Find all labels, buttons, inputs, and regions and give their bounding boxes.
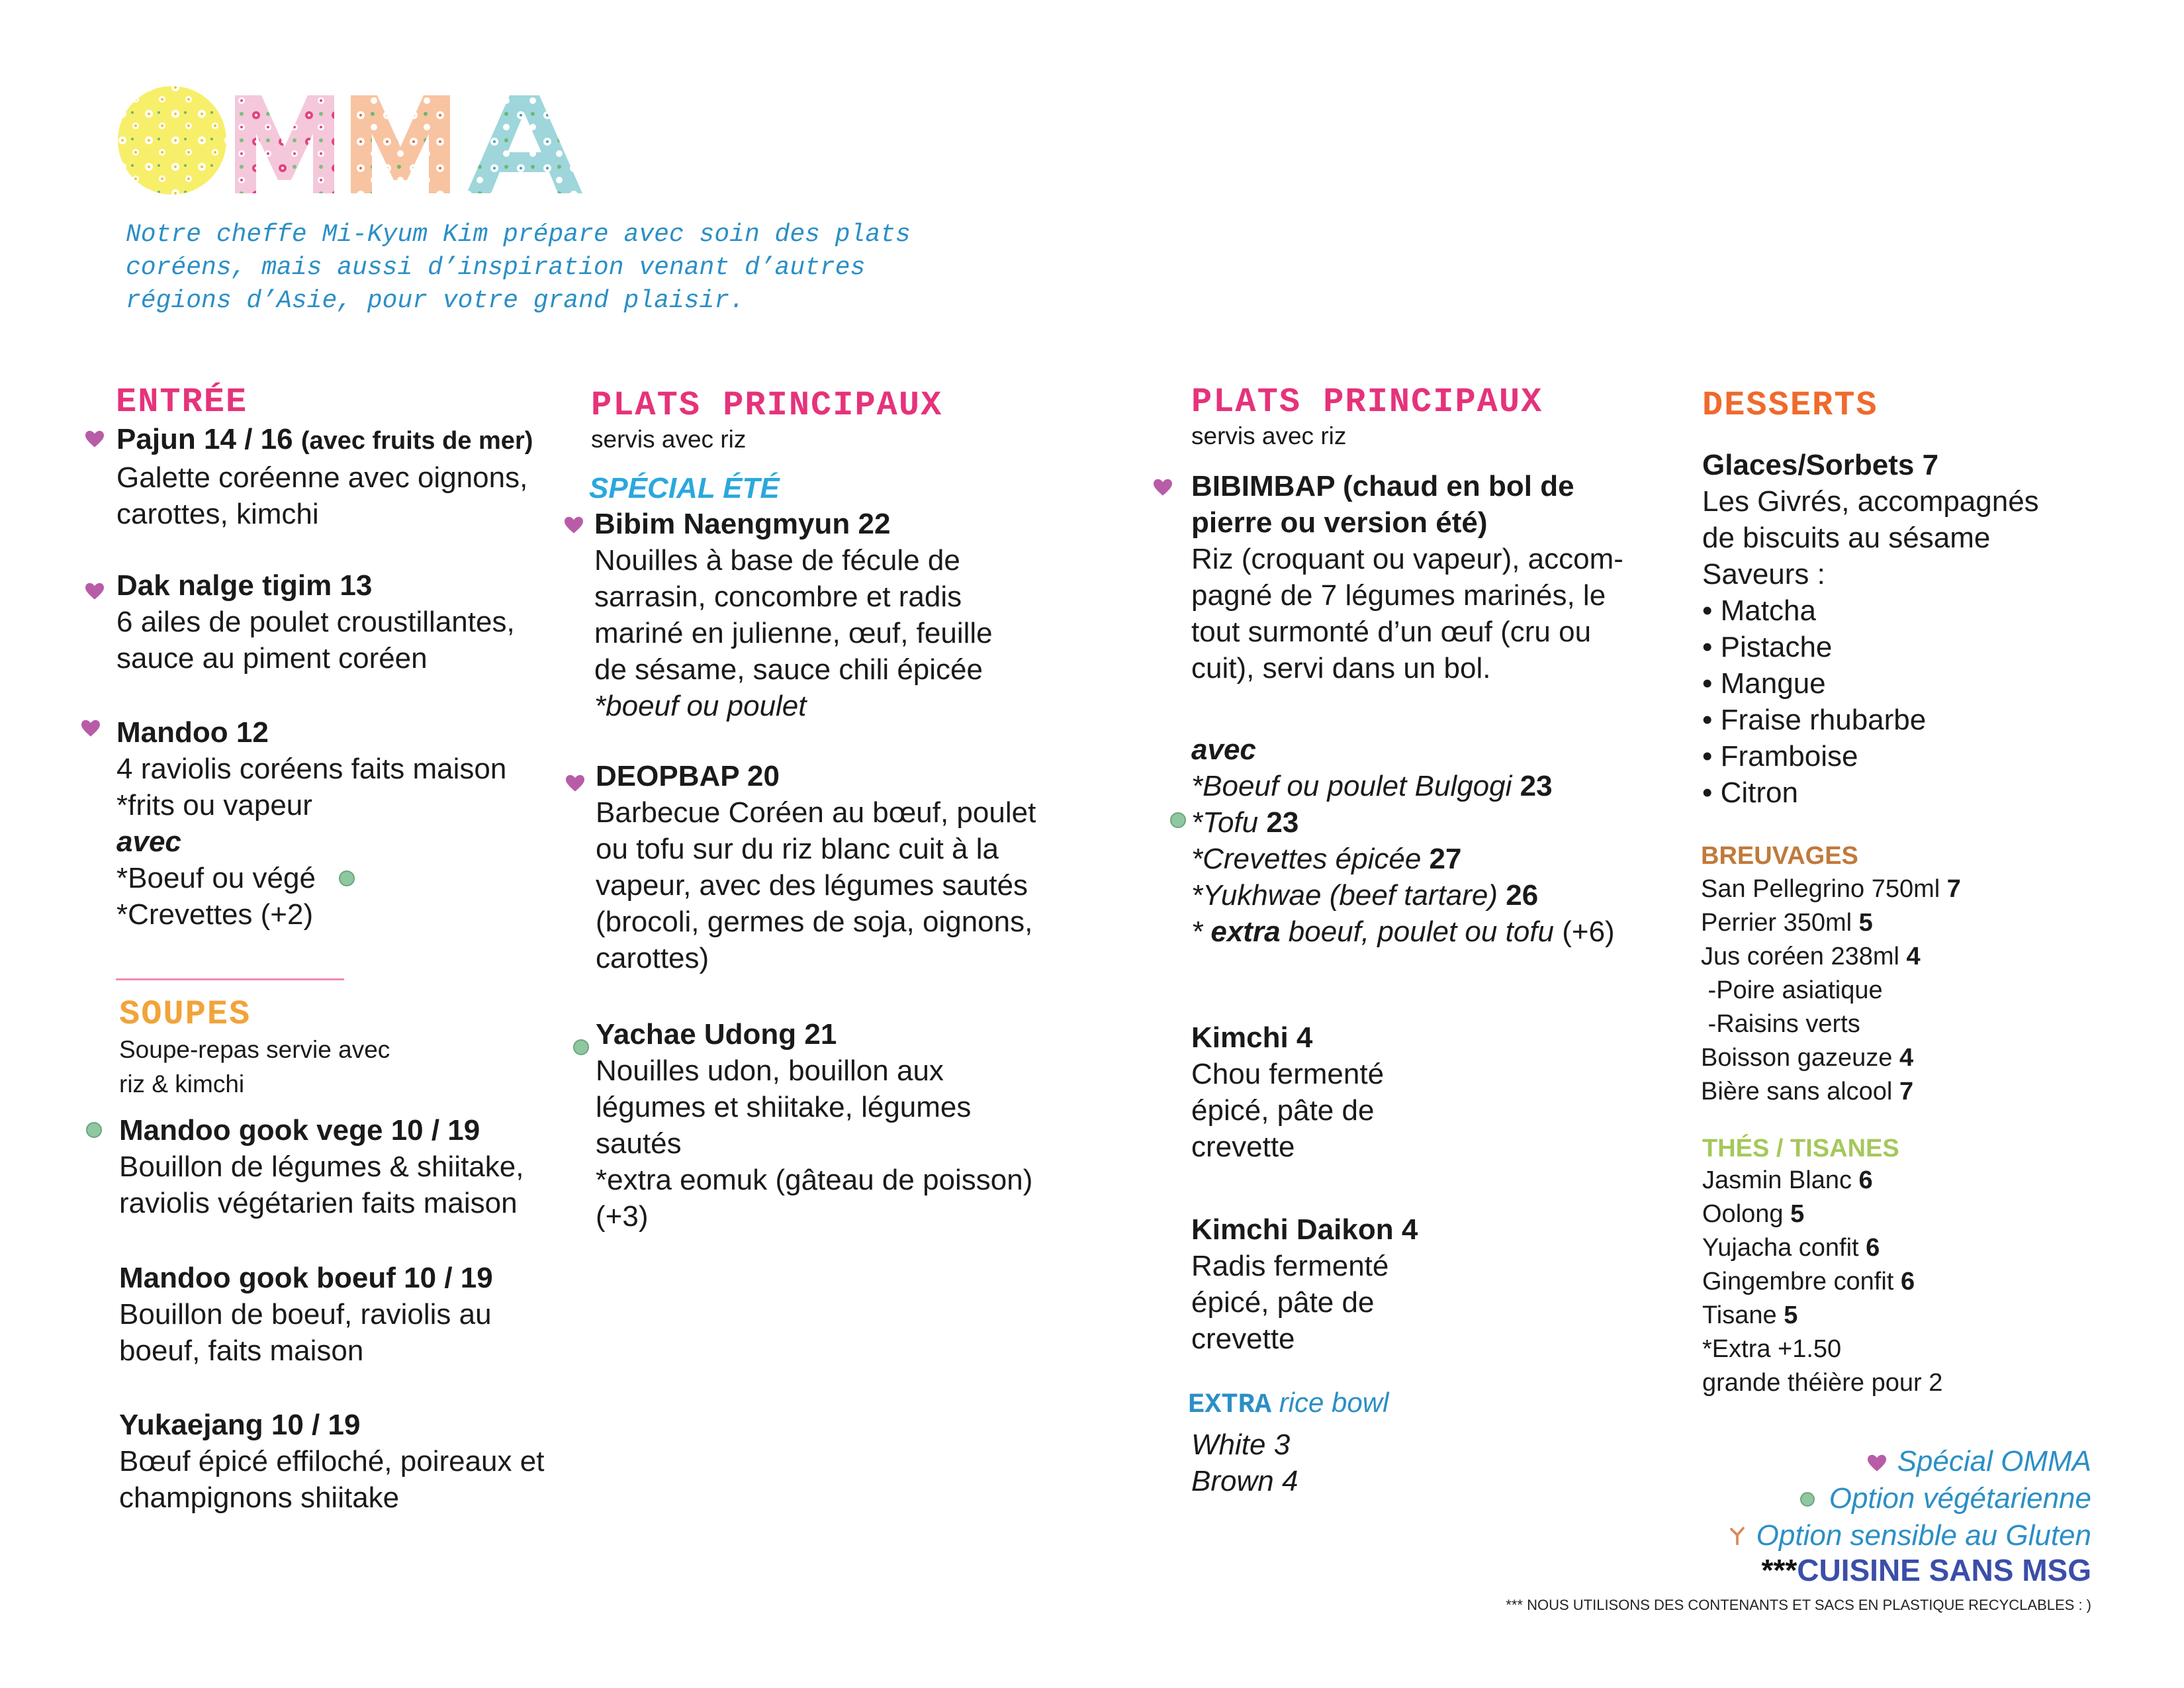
- item-name: Pajun 14 / 16: [116, 423, 293, 455]
- item-name: Yukaejang 10 / 19: [119, 1409, 361, 1441]
- item-name: BIBIMBAP (chaud en bol de: [1191, 470, 1574, 502]
- soupes-title: SOUPES: [119, 995, 251, 1034]
- tea-extra: grande théière pour 2: [1702, 1369, 1943, 1397]
- item-desc: Bouillon de boeuf, raviolis au: [119, 1298, 492, 1331]
- option-label: *: [1191, 915, 1211, 948]
- extra-rice-heading: [1188, 1387, 1388, 1421]
- msg-stars: ***: [1761, 1553, 1797, 1587]
- intro-text: [126, 218, 1052, 318]
- tea-price: 6: [1900, 1268, 1915, 1295]
- item-name: Kimchi 4: [1191, 1021, 1313, 1054]
- item-desc: crevette: [1191, 1323, 1295, 1355]
- tea-price: 5: [1790, 1200, 1805, 1228]
- item-desc: Bouillon de légumes & shiitake,: [119, 1150, 524, 1183]
- heart-icon: [83, 579, 106, 602]
- item-kimchi: [1191, 1019, 1588, 1165]
- heart-icon: [83, 427, 106, 449]
- extra-sub: rice bowl: [1271, 1387, 1389, 1418]
- option-price: 27: [1429, 843, 1462, 875]
- item-bibimbap: [1191, 468, 1655, 686]
- item-desc: épicé, pâte de: [1191, 1094, 1375, 1127]
- item-mandoo-gook-vege: [119, 1112, 596, 1221]
- thes-list: [1702, 1164, 2152, 1400]
- tea-name: Yujacha confit: [1702, 1234, 1859, 1262]
- legend-gluten: [1496, 1517, 2091, 1554]
- item-desc: Saveurs :: [1702, 558, 1825, 590]
- item-desc: (brocoli, germes de soja, oignons,: [596, 906, 1033, 938]
- legend-vege: [1496, 1480, 2091, 1517]
- drink-name: Boisson gazeuze: [1701, 1044, 1893, 1072]
- flavor-item: • Mangue: [1702, 667, 1826, 700]
- item-desc: Chou fermenté: [1191, 1058, 1385, 1090]
- item-name: Dak nalge tigim 13: [116, 569, 373, 602]
- tea-price: 6: [1866, 1234, 1880, 1262]
- heart-icon: [1866, 1451, 1888, 1474]
- logo-letter-a: [467, 95, 582, 193]
- drink-variant: -Poire asiatique: [1701, 976, 1883, 1004]
- item-desc: Bœuf épicé effiloché, poireaux et: [119, 1445, 545, 1477]
- item-bibim-naengmyun: [594, 506, 1124, 724]
- tea-name: Gingembre confit: [1702, 1268, 1894, 1295]
- vegetarian-dot-icon: [1800, 1492, 1815, 1507]
- item-desc: champignons shiitake: [119, 1481, 400, 1514]
- option-label: *Tofu: [1191, 806, 1259, 839]
- rice-white: White 3: [1191, 1429, 1291, 1461]
- logo-letter-m2: [351, 95, 450, 193]
- intro-line: coréens, mais aussi d’inspiration venant d’autres: [126, 254, 866, 282]
- desserts-title: DESSERTS: [1702, 386, 1878, 425]
- item-desc: raviolis végétarien faits maison: [119, 1187, 518, 1219]
- option-price: 26: [1506, 879, 1539, 912]
- item-desc: épicé, pâte de: [1191, 1286, 1375, 1319]
- item-desc: carottes): [596, 942, 709, 974]
- item-desc: Riz (croquant ou vapeur), accom-: [1191, 543, 1623, 575]
- option-price: 23: [1520, 770, 1553, 802]
- item-name: Glaces/Sorbets 7: [1702, 449, 1939, 481]
- item-deopbap: [596, 758, 1125, 976]
- breuvages-list: [1701, 872, 2151, 1109]
- thes-title: THÉS / TISANES: [1702, 1135, 1899, 1162]
- item-yukaejang: [119, 1407, 596, 1516]
- legend-special-label: Spécial OMMA: [1897, 1445, 2091, 1477]
- plats1-subtitle: servis avec riz: [591, 426, 747, 453]
- intro-line: régions d’Asie, pour votre grand plaisir.: [126, 287, 745, 315]
- item-dak-nalge: [116, 567, 593, 677]
- item-mandoo-gook-boeuf: [119, 1260, 596, 1369]
- item-name: Yachae Udong 21: [596, 1018, 837, 1051]
- item-avec: avec: [116, 825, 181, 858]
- extra-rice-list: [1191, 1427, 1456, 1499]
- entree-title: ENTRÉE: [116, 383, 248, 422]
- item-desc: crevette: [1191, 1131, 1295, 1163]
- drink-name: Jus coréen 238ml: [1701, 943, 1899, 970]
- item-desc: *Boeuf ou végé: [116, 862, 316, 894]
- item-desc: cuit), servi dans un bol.: [1191, 652, 1491, 684]
- heart-icon: [79, 716, 102, 739]
- flavor-item: • Matcha: [1702, 594, 1816, 627]
- soupes-subtitle: [119, 1033, 390, 1102]
- option-price: (+6): [1554, 915, 1615, 948]
- legend-vege-label: Option végétarienne: [1829, 1482, 2091, 1515]
- legend-special: [1496, 1443, 2091, 1480]
- item-desc: (+3): [596, 1200, 649, 1233]
- item-desc: Les Givrés, accompagnés: [1702, 485, 2039, 518]
- plats2-subtitle: servis avec riz: [1191, 422, 1347, 449]
- item-yachae-udong: [596, 1016, 1125, 1235]
- item-desc: Nouilles udon, bouillon aux: [596, 1055, 944, 1087]
- tea-price: 6: [1858, 1166, 1873, 1194]
- drink-name: Bière sans alcool: [1701, 1078, 1893, 1105]
- item-desc: sarrasin, concombre et radis: [594, 581, 962, 613]
- item-desc: mariné en julienne, œuf, feuille: [594, 617, 993, 649]
- wheat-icon: [1727, 1525, 1747, 1545]
- tea-extra: *Extra +1.50: [1702, 1335, 1842, 1363]
- item-desc: pagné de 7 légumes marinés, le: [1191, 579, 1606, 612]
- drink-price: 7: [1946, 875, 1961, 903]
- option-label: *Yukhwae (beef tartare): [1191, 879, 1498, 912]
- tea-name: Oolong: [1702, 1200, 1784, 1228]
- item-glaces: [1702, 447, 2152, 811]
- option-label-bold: extra: [1210, 915, 1281, 948]
- extra-title: EXTRA: [1188, 1389, 1272, 1421]
- item-desc: sauce au piment coréen: [116, 642, 428, 675]
- recycling-note: *** NOUS UTILISONS DES CONTENANTS ET SACS EN PLASTIQUE RECYCLABLES : ): [1506, 1597, 2091, 1613]
- item-desc: sautés: [596, 1127, 682, 1160]
- soupes-sub-line: Soupe-repas servie avec: [119, 1036, 390, 1063]
- soupes-sub-line: riz & kimchi: [119, 1070, 245, 1098]
- legend-gluten-label: Option sensible au Gluten: [1756, 1519, 2091, 1552]
- item-name: DEOPBAP 20: [596, 760, 780, 792]
- drink-name: Perrier 350ml: [1701, 909, 1852, 937]
- item-desc: tout surmonté d’un œuf (cru ou: [1191, 616, 1592, 648]
- item-desc: légumes et shiitake, légumes: [596, 1091, 972, 1123]
- plats1-title: PLATS PRINCIPAUX: [591, 386, 943, 425]
- item-desc: *frits ou vapeur: [116, 789, 312, 821]
- item-desc: vapeur, avec des légumes sautés: [596, 869, 1028, 902]
- drink-price: 4: [1906, 943, 1921, 970]
- item-name: Bibim Naengmyun 22: [594, 508, 891, 540]
- item-desc: boeuf, faits maison: [119, 1335, 364, 1367]
- flavor-item: • Citron: [1702, 776, 1798, 809]
- item-name: Mandoo 12: [116, 716, 269, 749]
- heart-icon: [564, 771, 586, 794]
- omma-logo-graphic: [116, 81, 619, 200]
- logo-letter-m1: [235, 95, 334, 193]
- option-label: boeuf, poulet ou tofu: [1280, 915, 1554, 948]
- item-desc: Nouilles à base de fécule de: [594, 544, 960, 577]
- option-label: *Crevettes épicée: [1191, 843, 1422, 875]
- flavor-item: • Framboise: [1702, 740, 1858, 773]
- heart-icon: [1152, 475, 1174, 498]
- vegetarian-dot-icon: [86, 1122, 102, 1138]
- item-desc: 6 ailes de poulet croustillantes,: [116, 606, 515, 638]
- item-desc: de biscuits au sésame: [1702, 522, 1991, 554]
- section-divider: [116, 978, 344, 980]
- special-ete-label: SPÉCIAL ÉTÉ: [589, 472, 780, 504]
- rice-brown: Brown 4: [1191, 1465, 1298, 1497]
- drink-price: 5: [1858, 909, 1873, 937]
- item-desc: *Crevettes (+2): [116, 898, 314, 931]
- item-kimchi-daikon: [1191, 1211, 1588, 1357]
- flavor-item: • Fraise rhubarbe: [1702, 704, 1927, 736]
- item-name: Mandoo gook vege 10 / 19: [119, 1114, 480, 1147]
- msg-notice: [1496, 1552, 2091, 1588]
- item-note: (avec fruits de mer): [300, 427, 533, 455]
- drink-price: 7: [1899, 1078, 1914, 1105]
- tea-name: Jasmin Blanc: [1702, 1166, 1852, 1194]
- vegetarian-dot-icon: [339, 870, 355, 886]
- intro-line: Notre cheffe Mi-Kyum Kim prépare avec soin des plats: [126, 220, 911, 249]
- logo-letter-o: [118, 86, 226, 195]
- item-desc: Barbecue Coréen au bœuf, poulet: [596, 796, 1036, 829]
- heart-icon: [563, 513, 585, 536]
- flavor-item: • Pistache: [1702, 631, 1833, 663]
- option-label: *Boeuf ou poulet Bulgogi: [1191, 770, 1512, 802]
- drink-price: 4: [1899, 1044, 1914, 1072]
- item-name: pierre ou version été): [1191, 506, 1488, 539]
- drink-variant: -Raisins verts: [1701, 1010, 1860, 1038]
- omma-logo: [116, 81, 619, 200]
- item-name: Kimchi Daikon 4: [1191, 1213, 1418, 1246]
- item-mandoo: [116, 714, 593, 933]
- item-desc: Galette coréenne avec oignons,: [116, 461, 528, 494]
- item-desc: de sésame, sauce chili épicée: [594, 653, 983, 686]
- item-desc: *boeuf ou poulet: [594, 690, 807, 722]
- plats2-title: PLATS PRINCIPAUX: [1191, 383, 1543, 422]
- bibimbap-options: [1191, 731, 1668, 950]
- tea-price: 5: [1784, 1301, 1798, 1329]
- breuvages-title: BREUVAGES: [1701, 842, 1858, 870]
- item-desc: 4 raviolis coréens faits maison: [116, 753, 507, 785]
- item-desc: Radis fermenté: [1191, 1250, 1389, 1282]
- option-price: 23: [1266, 806, 1299, 839]
- item-desc: ou tofu sur du riz blanc cuit à la: [596, 833, 999, 865]
- vegetarian-dot-icon: [1170, 812, 1186, 828]
- item-desc: *extra eomuk (gâteau de poisson): [596, 1164, 1033, 1196]
- item-pajun: [116, 421, 593, 532]
- msg-label: CUISINE SANS MSG: [1797, 1553, 2091, 1587]
- options-avec: avec: [1191, 733, 1256, 766]
- tea-name: Tisane: [1702, 1301, 1777, 1329]
- vegetarian-dot-icon: [573, 1039, 589, 1055]
- item-desc: carottes, kimchi: [116, 498, 319, 530]
- item-name: Mandoo gook boeuf 10 / 19: [119, 1262, 493, 1294]
- legend: [1496, 1443, 2091, 1554]
- drink-name: San Pellegrino 750ml: [1701, 875, 1940, 903]
